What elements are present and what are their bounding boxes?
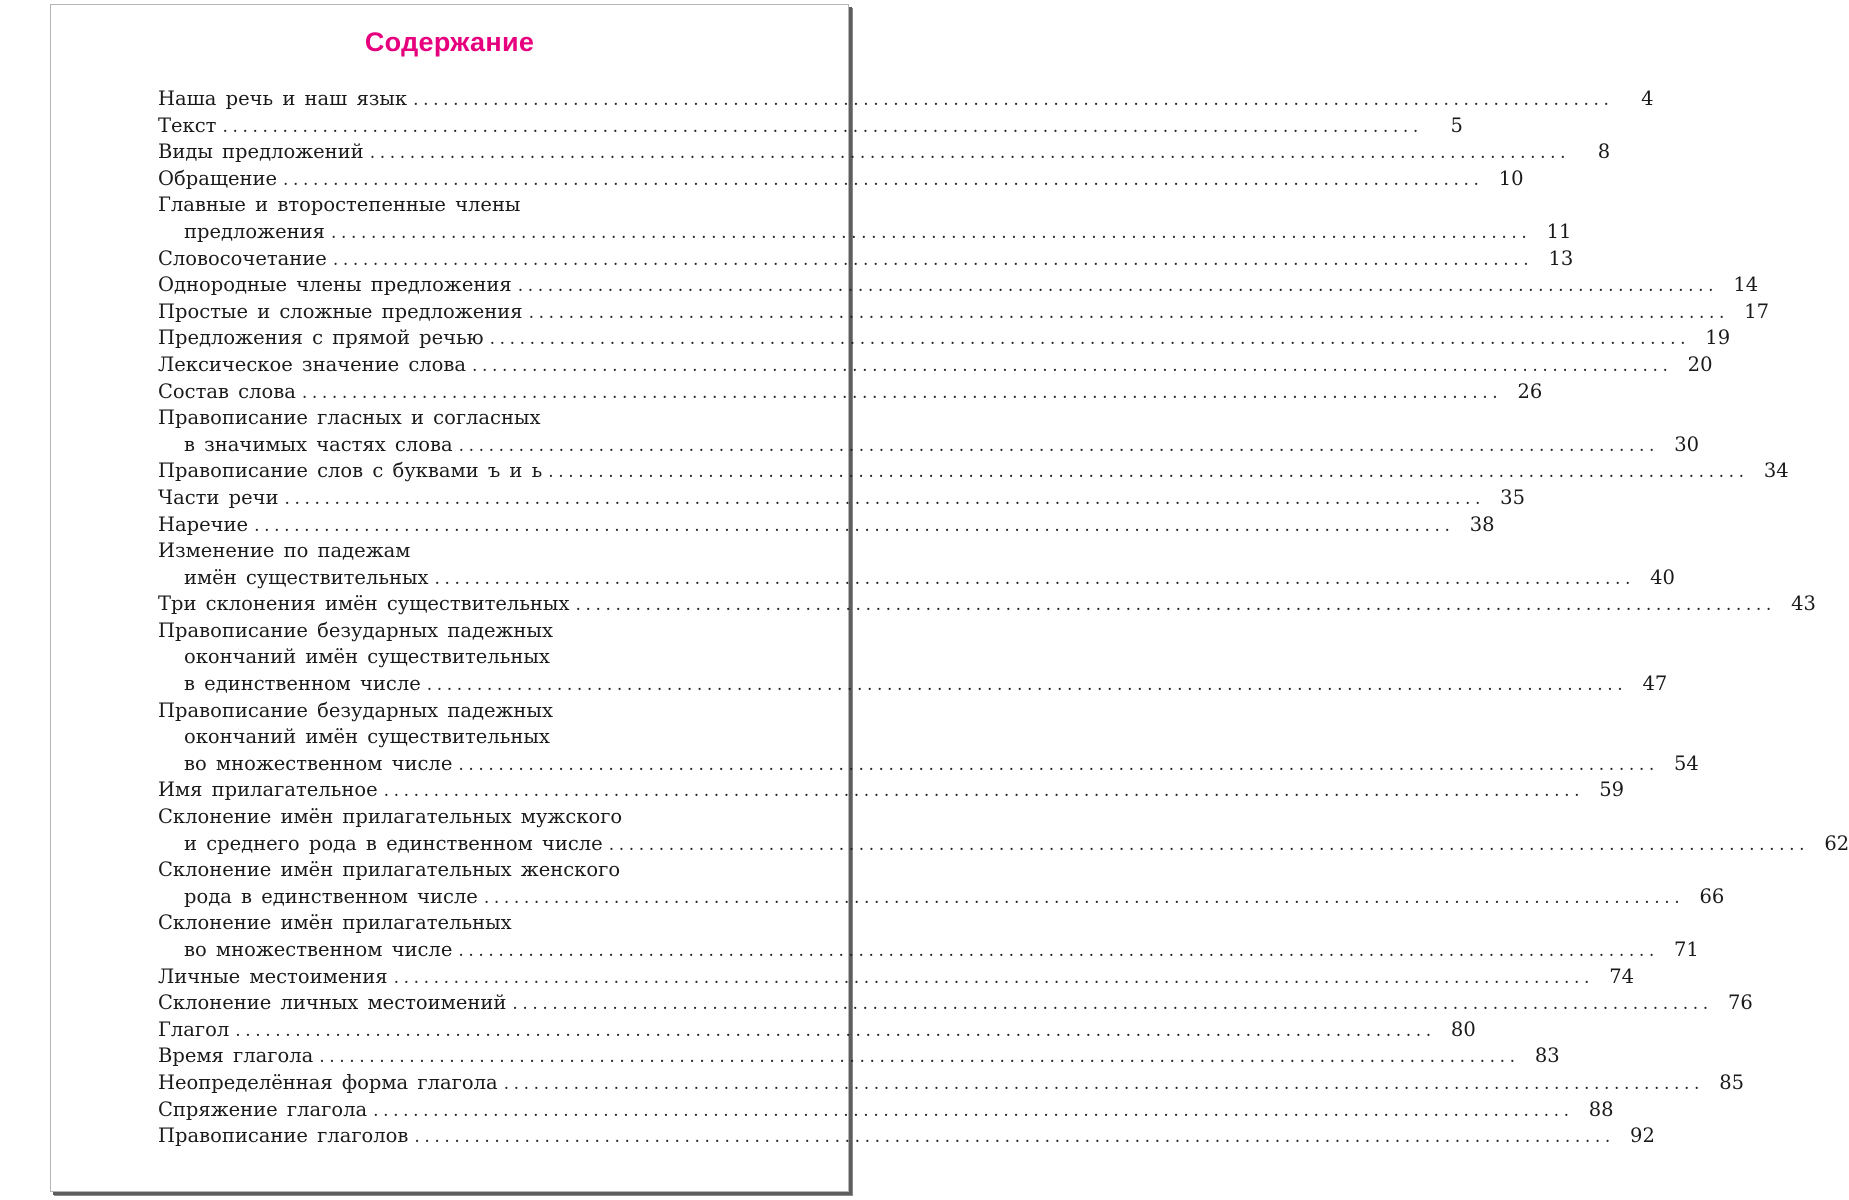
- book-page: [50, 4, 1849, 1192]
- toc-entry: [158, 405, 1700, 458]
- dot-leader: ........................................................................................................................: [458, 754, 1659, 775]
- toc-entry: [158, 804, 1849, 857]
- toc-entry-text: окончаний имён существительных: [184, 645, 550, 669]
- toc-entry-text: Правописание безударных падежных: [158, 618, 553, 642]
- toc-entry-line: [158, 432, 1700, 459]
- toc-entry: [158, 1043, 1560, 1070]
- toc-entry-line: [158, 937, 1699, 964]
- toc-entry: [158, 86, 1654, 113]
- page-number: 66: [1699, 884, 1725, 908]
- toc-entry: [158, 698, 1699, 778]
- dot-leader: ........................................................................................................................: [332, 249, 1534, 270]
- toc-entry: [158, 379, 1543, 406]
- dot-leader: ........................................................................................................................: [434, 568, 1635, 589]
- page-number: 43: [1791, 592, 1816, 616]
- page-number: 30: [1674, 432, 1700, 456]
- page-number: 38: [1469, 512, 1495, 536]
- toc-entry-text: Склонение имён прилагательных мужского: [158, 805, 623, 829]
- toc-entry-text: Правописание слов с буквами ъ и ь: [158, 459, 543, 483]
- dot-leader: ........................................................................................................................: [284, 488, 1485, 509]
- page-number: 92: [1630, 1124, 1655, 1148]
- toc-entry-line: [158, 113, 1463, 140]
- toc-entry: [158, 1097, 1614, 1124]
- toc-entry-line: [158, 538, 746, 565]
- toc-entry-text: Состав слова: [158, 379, 296, 403]
- toc-entry-line: [158, 219, 1572, 246]
- dot-leader: ........................................................................................................................: [235, 1020, 1436, 1041]
- dot-leader: ........................................................................................................................: [330, 222, 1532, 243]
- toc-entry: [158, 325, 1731, 352]
- toc-entry-line: [158, 671, 1668, 698]
- toc-entry: [158, 777, 1625, 804]
- toc-entry-text: Правописание безударных падежных: [158, 698, 553, 722]
- page-number: 76: [1728, 991, 1753, 1015]
- toc-entry: [158, 192, 1572, 245]
- toc-entry: [158, 299, 1770, 326]
- toc-entry: [158, 113, 1463, 140]
- toc-entry: [158, 166, 1524, 193]
- toc-entry-text: Личные местоимения: [158, 964, 388, 988]
- toc-entry: [158, 538, 1675, 591]
- dot-leader: ........................................................................................................................: [414, 1127, 1615, 1148]
- toc-entry-text: во множественном числе: [184, 938, 453, 961]
- toc-entry-text: Время глагола: [158, 1044, 314, 1068]
- page-number: 35: [1500, 485, 1525, 509]
- toc-entry-line: [158, 379, 1543, 406]
- toc-entry-line: [158, 618, 746, 645]
- toc-entry-line: [158, 698, 746, 725]
- toc-entry-line: [158, 86, 1654, 113]
- dot-leader: ........................................................................................................................: [254, 515, 1455, 536]
- page-number: 59: [1599, 778, 1625, 802]
- toc-entry-line: [158, 352, 1713, 379]
- page-number: 40: [1650, 565, 1675, 589]
- toc-entry-line: [158, 166, 1524, 193]
- dot-leader: ........................................................................................................................: [517, 276, 1719, 297]
- dot-leader: ........................................................................................................................: [483, 887, 1685, 908]
- toc-entry: [158, 512, 1495, 539]
- toc-entry-line: [158, 857, 746, 884]
- toc-entry-line: [158, 485, 1525, 512]
- toc-entry-text: Главные и второстепенные члены: [158, 193, 521, 217]
- dot-leader: ........................................................................................................................: [283, 169, 1484, 190]
- dot-leader: ........................................................................................................................: [301, 382, 1503, 403]
- toc-entry-line: [158, 1043, 1560, 1070]
- toc-entry-text: окончаний имён существительных: [184, 725, 550, 749]
- dot-leader: ........................................................................................................................: [503, 1073, 1705, 1094]
- toc-entry-text: Виды предложений: [158, 140, 364, 164]
- dot-leader: ........................................................................................................................: [512, 994, 1713, 1015]
- toc-entry: [158, 1123, 1655, 1150]
- toc-entry-text: Правописание глаголов: [158, 1124, 409, 1148]
- toc-entry-line: [158, 246, 1574, 273]
- page-number: 20: [1687, 352, 1713, 376]
- page-number: 54: [1674, 751, 1699, 775]
- dot-leader: ........................................................................................................................: [472, 355, 1673, 376]
- toc-entry-text: Простые и сложные предложения: [158, 299, 523, 323]
- toc-entry-text: Неопределённая форма глагола: [158, 1070, 498, 1094]
- toc-entry-line: [158, 1123, 1655, 1150]
- dot-leader: ........................................................................................................................: [458, 941, 1659, 961]
- toc-entry-text: Склонение имён прилагательных женского: [158, 858, 621, 882]
- toc-entry-line: [158, 964, 1635, 991]
- toc-entry-text: Наша речь и наш язык: [158, 87, 408, 110]
- toc-entry-text: в значимых частях слова: [184, 432, 453, 456]
- toc-entry: [158, 1017, 1476, 1044]
- toc-entry-line: [158, 299, 1770, 326]
- toc-entry-line: [158, 192, 746, 219]
- toc-entry-line: [158, 644, 746, 671]
- toc-entry-text: Правописание гласных и согласных: [158, 406, 541, 430]
- toc-entry-text: Части речи: [158, 485, 279, 509]
- dot-leader: ........................................................................................................................: [413, 90, 1614, 110]
- toc-entry-line: [158, 1097, 1614, 1124]
- toc-entry-line: [158, 884, 1725, 911]
- toc-entry-line: [158, 990, 1753, 1017]
- toc-entry-line: [158, 1017, 1476, 1044]
- toc-entry-line: [158, 1070, 1745, 1097]
- page-number: 47: [1642, 672, 1668, 696]
- page-number: 83: [1534, 1044, 1560, 1068]
- toc-entry: [158, 910, 1699, 963]
- dot-leader: ........................................................................................................................: [458, 435, 1660, 456]
- page-number: 14: [1733, 273, 1759, 297]
- toc-entry-text: во множественном числе: [184, 751, 453, 775]
- dot-leader: ........................................................................................................................: [393, 967, 1595, 988]
- toc-entry: [158, 458, 1789, 485]
- dot-leader: ........................................................................................................................: [528, 302, 1730, 323]
- toc-entry: [158, 857, 1725, 910]
- toc-entry: [158, 485, 1525, 512]
- dot-leader: ........................................................................................................................: [608, 834, 1810, 855]
- toc-entry-line: [158, 751, 1699, 778]
- page-number: 85: [1719, 1070, 1745, 1094]
- toc-entry-text: предложения: [184, 219, 325, 243]
- toc-entry-text: Обращение: [158, 166, 278, 190]
- toc-entry: [158, 272, 1759, 299]
- toc-entry: [158, 964, 1635, 991]
- toc-entry-text: и среднего рода в единственном числе: [184, 831, 603, 855]
- toc-entry-line: [158, 804, 746, 831]
- page-number: 4: [1641, 87, 1654, 110]
- toc-entry-line: [158, 724, 746, 751]
- toc-entry: [158, 591, 1816, 618]
- toc-entry-text: Текст: [158, 113, 217, 137]
- page-number: 10: [1498, 166, 1524, 190]
- page-number: 19: [1705, 326, 1731, 350]
- toc-entry-line: [158, 512, 1495, 539]
- toc-entry-line: [158, 458, 1789, 485]
- toc-entry-text: Словосочетание: [158, 246, 327, 270]
- toc-entry-text: Глагол: [158, 1017, 230, 1041]
- toc-entry: [158, 352, 1713, 379]
- toc-entry-text: Спряжение глагола: [158, 1097, 368, 1121]
- toc-entry: [158, 618, 1668, 698]
- toc-entry-line: [158, 777, 1625, 804]
- page-number: 13: [1548, 246, 1574, 270]
- dot-leader: ........................................................................................................................: [575, 595, 1776, 616]
- page-number: 80: [1450, 1017, 1476, 1041]
- toc-entry-line: [158, 565, 1675, 592]
- dot-leader: ........................................................................................................................: [489, 329, 1691, 350]
- toc-entry-line: [158, 405, 746, 432]
- page-number: 88: [1588, 1097, 1614, 1121]
- dot-leader: ........................................................................................................................: [383, 781, 1585, 802]
- toc-entry-text: Предложения с прямой речью: [158, 326, 484, 350]
- toc-entry-text: Однородные члены предложения: [158, 273, 512, 297]
- toc-entry-line: [158, 325, 1731, 352]
- page-title: Содержание: [364, 27, 535, 57]
- dot-leader: ........................................................................................................................: [222, 116, 1423, 137]
- toc-entry-text: Три склонения имён существительных: [158, 592, 570, 616]
- toc-entry: [158, 1070, 1745, 1097]
- page-number: 62: [1824, 831, 1849, 855]
- toc-entry-line: [158, 910, 746, 937]
- dot-leader: ........................................................................................................................: [369, 143, 1571, 164]
- page-number: 17: [1744, 299, 1770, 323]
- toc-entry-line: [158, 272, 1759, 299]
- toc-entry-text: Наречие: [158, 512, 249, 536]
- dot-leader: ........................................................................................................................: [319, 1047, 1520, 1068]
- toc-entry: [158, 139, 1611, 166]
- toc-entry-text: рода в единственном числе: [184, 884, 478, 908]
- page-number: 5: [1450, 113, 1463, 137]
- toc-entry: [158, 246, 1574, 273]
- toc-entry-text: Изменение по падежам: [158, 539, 411, 563]
- toc-entry-line: [158, 139, 1611, 166]
- dot-leader: ........................................................................................................................: [373, 1100, 1574, 1121]
- dot-leader: ........................................................................................................................: [548, 462, 1749, 483]
- dot-leader: ........................................................................................................................: [426, 675, 1628, 696]
- page-number: 8: [1597, 140, 1611, 164]
- page-number: 26: [1517, 379, 1543, 403]
- toc-entry-text: Склонение личных местоимений: [158, 991, 507, 1015]
- toc-entry-line: [158, 591, 1816, 618]
- toc-entry-line: [158, 831, 1849, 858]
- page-number: 11: [1546, 219, 1572, 243]
- page-number: 71: [1674, 938, 1699, 961]
- toc-entry-text: имён существительных: [184, 565, 429, 589]
- page-number: 34: [1763, 459, 1789, 483]
- toc-entry-text: Склонение имён прилагательных: [158, 911, 512, 935]
- toc-entry-text: Лексическое значение слова: [158, 352, 467, 376]
- toc-entry-text: Имя прилагательное: [158, 778, 378, 802]
- table-of-contents: [158, 86, 1849, 1150]
- toc-entry-text: в единственном числе: [184, 672, 421, 696]
- page-number: 74: [1609, 964, 1635, 988]
- toc-entry: [158, 990, 1753, 1017]
